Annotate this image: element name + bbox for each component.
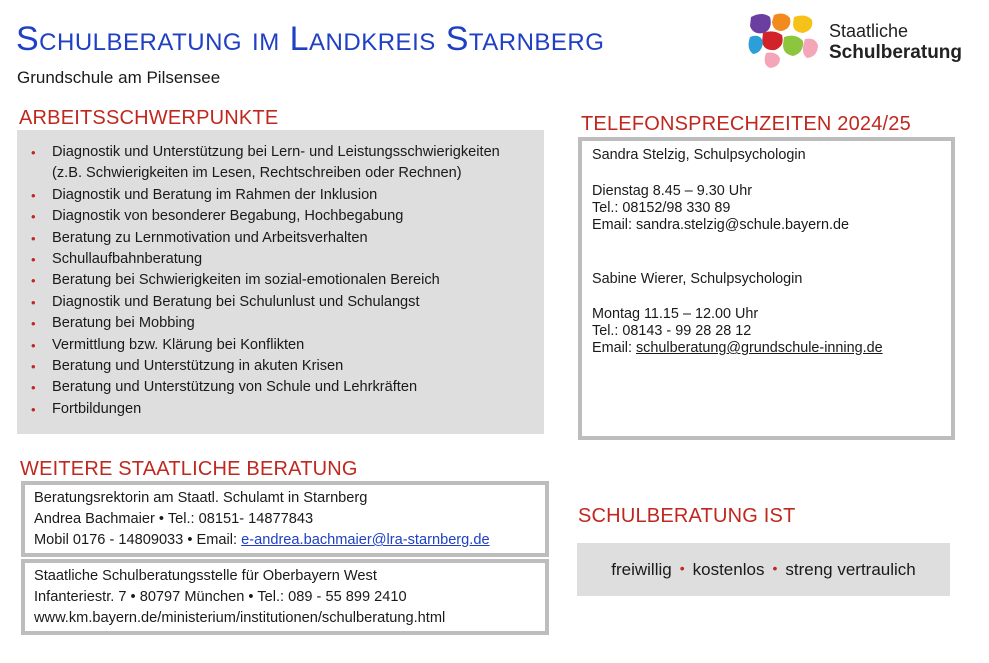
focus-item	[17, 292, 544, 313]
focus-heading: ARBEITSSCHWERPUNKTE	[19, 107, 279, 129]
contact-2-email-label: Email:	[592, 340, 636, 356]
bullet-icon: •	[31, 252, 36, 268]
bullet-icon: •	[31, 380, 36, 396]
bullet-icon: •	[31, 294, 36, 310]
focus-item	[17, 206, 544, 227]
logo-mark-icon	[748, 13, 820, 69]
bullet-icon: •	[31, 209, 36, 225]
school-office-email-link[interactable]: e-andrea.bachmaier@lra-starnberg.de	[241, 532, 490, 548]
phone-hours-box	[578, 137, 955, 440]
bullet-icon: •	[31, 359, 36, 375]
focus-item	[17, 142, 544, 163]
contact-2-email-link[interactable]: schulberatung@grundschule-inning.de	[635, 340, 883, 356]
focus-item	[17, 335, 544, 356]
focus-item-text: Beratung und Unterstützung von Schule und Lehrkräften	[52, 379, 418, 396]
bullet-icon: •	[31, 401, 36, 417]
focus-item	[17, 185, 544, 206]
contact-2-email-line	[592, 340, 883, 356]
page-title: Schulberatung im Landkreis Starnberg	[16, 20, 605, 58]
focus-item	[17, 163, 544, 184]
further-counseling-heading: WEITERE STAATLICHE BERATUNG	[20, 458, 358, 480]
counseling-is-line	[577, 560, 950, 580]
focus-item-text: Diagnostik und Beratung bei Schulunlust und Schulangst	[52, 293, 420, 310]
counseling-is-heading: SCHULBERATUNG IST	[578, 505, 796, 527]
focus-list	[17, 142, 544, 420]
contact-1-time: Dienstag 8.45 – 9.30 Uhr	[592, 183, 752, 199]
phone-hours-heading: TELEFONSPRECHZEITEN 2024/25	[581, 113, 911, 135]
focus-item-text: (z.B. Schwierigkeiten im Lesen, Rechtschreiben oder Rechnen)	[52, 165, 462, 182]
counseling-center-box	[21, 559, 549, 635]
logo	[748, 13, 983, 69]
contact-1-email[interactable]: sandra.stelzig@schule.bayern.de	[635, 217, 849, 233]
school-office-line1: Beratungsrektorin am Staatl. Schulamt in Starnberg	[34, 490, 368, 506]
school-office-box	[21, 481, 549, 557]
is-word-2: kostenlos	[692, 560, 765, 579]
counseling-center-line1: Staatliche Schulberatungsstelle für Oberbayern West	[34, 568, 377, 584]
contact-2-tel: Tel.: 08143 - 99 28 28 12	[592, 323, 752, 339]
logo-text-line1: Staatliche	[829, 21, 909, 41]
focus-item	[17, 399, 544, 420]
contact-1-email-label: Email:	[592, 217, 636, 233]
bullet-icon: •	[31, 273, 36, 289]
page-subtitle: Grundschule am Pilsensee	[17, 68, 221, 87]
focus-item-text: Beratung bei Schwierigkeiten im sozial-emotionalen Bereich	[52, 272, 440, 289]
logo-text-line2: Schulberatung	[829, 42, 963, 63]
focus-item-text: Beratung bei Mobbing	[52, 315, 195, 332]
counseling-center-url[interactable]: www.km.bayern.de/ministerium/institutionen/schulberatung.html	[34, 610, 446, 626]
focus-item-text: Vermittlung bzw. Klärung bei Konflikten	[52, 336, 305, 353]
bullet-icon: •	[31, 316, 36, 332]
bullet-icon: •	[31, 145, 36, 160]
is-separator-2: •	[772, 560, 778, 576]
school-office-line3	[34, 532, 490, 548]
contact-2-time: Montag 11.15 – 12.00 Uhr	[592, 306, 759, 322]
focus-item-text: Beratung zu Lernmotivation und Arbeitsverhalten	[52, 229, 368, 246]
focus-item	[17, 313, 544, 334]
focus-item-text: Diagnostik und Unterstützung bei Lern- und Leistungsschwierigkeiten	[52, 144, 500, 160]
focus-item	[17, 249, 544, 270]
counseling-center-line2: Infanteriestr. 7 • 80797 München • Tel.: 089 - 55 899 2410	[34, 589, 407, 605]
focus-item-text: Fortbildungen	[52, 400, 142, 417]
is-word-3: streng vertraulich	[785, 560, 916, 579]
focus-item-text: Diagnostik und Beratung im Rahmen der Inklusion	[52, 186, 378, 203]
focus-box	[17, 130, 544, 434]
focus-item	[17, 377, 544, 398]
contact-1-tel: Tel.: 08152/98 330 89	[592, 200, 731, 216]
is-word-1: freiwillig	[611, 560, 672, 579]
bullet-icon: •	[31, 187, 36, 203]
focus-item-text: Schullaufbahnberatung	[52, 251, 203, 268]
counseling-is-box	[577, 543, 950, 596]
focus-item	[17, 228, 544, 249]
focus-item-text: Diagnostik von besonderer Begabung, Hochbegabung	[52, 208, 404, 225]
bullet-icon: •	[31, 230, 36, 246]
school-office-mobile: Mobil 0176 - 14809033 • Email:	[34, 532, 242, 548]
is-separator-1: •	[679, 560, 685, 576]
contact-2-name: Sabine Wierer, Schulpsychologin	[592, 271, 803, 287]
school-office-line2: Andrea Bachmaier • Tel.: 08151- 14877843	[34, 511, 314, 527]
focus-item	[17, 356, 544, 377]
focus-item	[17, 270, 544, 291]
contact-1-email-line	[592, 217, 849, 233]
bullet-icon: •	[31, 337, 36, 353]
contact-1-name: Sandra Stelzig, Schulpsychologin	[592, 147, 806, 163]
focus-item-text: Beratung und Unterstützung in akuten Krisen	[52, 358, 344, 375]
